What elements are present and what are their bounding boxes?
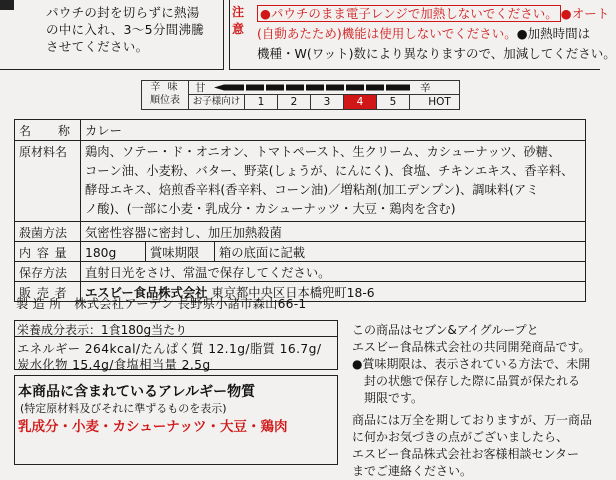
ingredient-line: ノ酸)、(一部に小麦・乳成分・カシューナッツ・大豆・鶏肉を含む) <box>85 202 456 216</box>
ingredient-line: 鶏肉、ソテー・ド・オニオン、トマトペースト、生クリーム、カシューナッツ、砂糖、 <box>85 145 561 159</box>
note-line: ●賞味期限は、表示されている方法で、未開 <box>352 357 591 371</box>
spice-levels <box>189 95 469 109</box>
table-row-ingredients <box>15 141 585 222</box>
caution-label <box>232 4 252 38</box>
row-value-expiry: 箱の底面に記載 <box>219 246 306 260</box>
manufacturer-line: 製 造 所 株式会社アーデン 長野県小諸市森山66-1 <box>16 297 307 311</box>
row-header-sterilization: 殺菌方法 <box>15 222 81 241</box>
row-value-storage: 直射日光をさけ、常温で保存してください。 <box>85 266 331 280</box>
contact-note <box>352 412 598 480</box>
caution-text <box>257 4 616 64</box>
nutrition-line-2: 炭水化物 15.4g/食塩相当量 2.5g <box>17 358 211 372</box>
joint-development-note <box>352 322 598 356</box>
row-header-capacity: 内 容 量 <box>15 242 81 261</box>
spice-label-line: 順位表 <box>150 95 180 106</box>
spice-label-line: 辛 味 <box>150 82 180 93</box>
row-value-ingredients <box>81 141 585 221</box>
caution-label-char: 意 <box>232 22 245 36</box>
prep-tab-marker <box>0 0 14 10</box>
note-line: エスビー食品株式会社お客様相談センター <box>352 447 580 461</box>
note-line: に何かお気づきの点がございましたら、 <box>352 430 569 444</box>
note-line: エスビー食品株式会社の共同開発商品です。 <box>352 340 591 354</box>
table-row-sterilization <box>15 222 585 242</box>
spice-level-hot: HOT <box>409 95 469 109</box>
caution-label-char: 注 <box>232 5 245 19</box>
prep-line: の中に入れ、3～5分間沸騰 <box>46 22 205 37</box>
capacity-cells <box>81 242 585 261</box>
table-row-capacity <box>15 242 585 262</box>
caution-warning-auto: ●オート <box>560 6 610 21</box>
allergy-note: (特定原材料及びそれに準ずるものを表示) <box>20 402 227 415</box>
caution-heat-time-cont: 機種・W(ワット)数により異なりますので、加減してください。 <box>257 46 616 61</box>
note-line: 商品には万全を期しておりますが、万一商品 <box>352 413 593 427</box>
row-header-name: 名 称 <box>15 120 81 140</box>
prep-instructions <box>46 4 222 55</box>
note-line: この商品はセブン&アイグループと <box>352 323 539 337</box>
spice-level-4-active: 4 <box>343 95 376 109</box>
product-label-table <box>14 119 586 302</box>
ingredient-line: コーン油、小麦粉、バター、野菜(しょうが、にんにく)、食塩、チキンエキス、香辛料、 <box>85 164 574 178</box>
spice-level-kids: お子様向け <box>192 96 241 107</box>
caution-heat-time: ●加熱時間は <box>516 26 591 41</box>
note-line: 期限です。 <box>352 391 424 405</box>
row-value-name: カレー <box>85 124 122 138</box>
spice-level-2: 2 <box>277 95 310 109</box>
prep-line: させてください。 <box>46 39 149 54</box>
note-line: までご連絡ください。 <box>352 464 473 478</box>
spice-hot-label: 辛 <box>420 82 431 94</box>
spice-level-3: 3 <box>310 95 343 109</box>
table-row-name <box>15 120 585 141</box>
caution-warning-microwave <box>257 5 561 22</box>
spice-sweet-label: 甘 <box>195 82 206 94</box>
note-line: 封の状態で保存した際に品質が保たれる <box>352 374 581 388</box>
allergy-title: 本商品に含まれているアレルギー物質 <box>18 384 256 400</box>
ingredient-line: 酵母エキス、焙煎香辛料(香辛料、コーン油)／増粘剤(加工デンプン)、調味料(アミ <box>85 183 539 197</box>
row-value-sterilization: 気密性容器に密封し、加圧加熱殺菌 <box>85 226 282 240</box>
spice-level-1: 1 <box>244 95 277 109</box>
table-row-storage <box>15 262 585 282</box>
nutrition-line-1: エネルギー 264kcal/たんぱく質 12.1g/脂質 16.7g/ <box>17 342 322 356</box>
row-header-storage: 保存方法 <box>15 262 81 281</box>
row-header-ingredients: 原材料名 <box>15 141 81 221</box>
seller-company: エスビー食品株式会社 <box>85 286 208 300</box>
spice-arrow-icon <box>214 84 410 91</box>
row-header-seller: 販 売 者 <box>15 282 81 301</box>
nutrition-title: 栄養成分表示：1食180g当たり <box>17 323 188 337</box>
expiry-note <box>352 356 598 407</box>
caution-warning-text: ●パウチのまま電子レンジで加熱しないでください。 <box>260 6 558 21</box>
spice-level-5: 5 <box>376 95 409 109</box>
prep-line: パウチの封を切らずに熱湯 <box>46 5 200 20</box>
allergy-items: 乳成分・小麦・カシューナッツ・大豆・鶏肉 <box>18 419 288 435</box>
row-value-capacity: 180g <box>81 242 146 261</box>
row-header-expiry: 賞味期限 <box>146 242 215 261</box>
spice-chart-label <box>143 81 187 107</box>
nutrition-divider <box>14 336 338 337</box>
seller-address: 東京都中央区日本橋兜町18-6 <box>211 286 375 300</box>
caution-warning-auto-cont: (自動あたため)機能は使用しないでください。 <box>257 26 517 41</box>
